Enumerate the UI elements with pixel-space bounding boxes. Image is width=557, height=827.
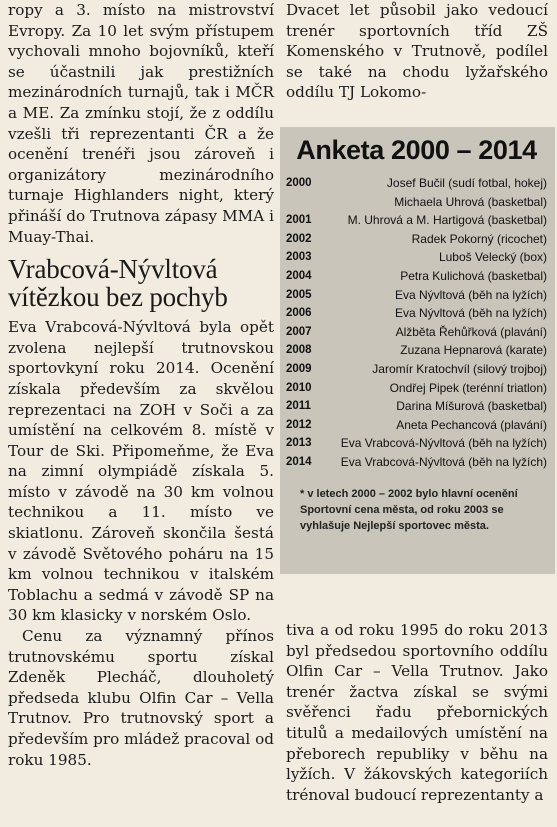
anketa-year: 2011 xyxy=(286,400,311,413)
paragraph-intro: ropy a 3. místo na mistrovství Evropy. Za 10 let svým přístupem vychovali mnoho bojovníků, kteří se účastnili jak prestižních mezinárodních turnajů, tak i MČR a ME. Za zmínku stojí, že z oddílu vzešli tři reprezentanti ČR a že ocenění trenéři jsou zároveň i organizátory mezinárodního turnaje Highlanders night, který přináší do Trutnova zápasy MMA i Muay-Thai. xyxy=(8,1,274,246)
anketa-year: 2013 xyxy=(286,437,312,450)
anketa-winner: Eva Vrabcová-Nývltová (běh na lyžích) xyxy=(340,436,547,451)
anketa-row xyxy=(286,193,547,212)
anketa-year: 2012 xyxy=(286,418,312,431)
anketa-year: 2000 xyxy=(286,177,312,189)
anketa-row xyxy=(286,341,547,360)
anketa-row xyxy=(286,434,547,453)
anketa-year xyxy=(286,193,322,212)
anketa-year: 2001 xyxy=(286,214,312,227)
anketa-year: 2002 xyxy=(286,232,312,245)
left-column xyxy=(8,0,274,770)
anketa-row xyxy=(286,360,547,379)
anketa-winner: Zuzana Hepnarová (karate) xyxy=(400,343,547,358)
anketa-winner: Ondřej Pipek (terénní triatlon) xyxy=(389,380,547,395)
anketa-winner: Luboš Velecký (box) xyxy=(438,250,547,265)
anketa-winner: Alžběta Řehůřková (plavání) xyxy=(395,324,547,339)
anketa-row xyxy=(286,211,547,230)
anketa-row xyxy=(286,416,547,435)
anketa-year: 2005 xyxy=(286,288,312,301)
anketa-winner: Jaromír Kratochvíl (silový trojboj) xyxy=(372,361,547,376)
anketa-winner: Aneta Pechancová (plavání) xyxy=(396,417,547,432)
anketa-year: 2008 xyxy=(286,344,312,357)
anketa-row xyxy=(286,304,547,323)
anketa-winner: Eva Vrabcová-Nývltová (běh na lyžích) xyxy=(340,454,547,469)
anketa-row xyxy=(286,323,547,342)
paragraph-vrabcova: Eva Vrabcová-Nývltová byla opět zvolena nejlepší trutnovskou sportovkyní roku 2014. Ocenění získala především za skvělou reprezentaci na ZOH v Soči a za umístění na celkovém 8. místě v Tour de Ski. Připomeňme, že Eva na zimní olympiádě získala 5. místo v závodě na 30 km volnou technikou a 11. místo ve skiatlonu. Zároveň skončila šestá v závodě Světového poháru na 15 km volnou technikou v italském Toblachu a sedmá v závodě SP na 30 km klasicky v norském Oslo. xyxy=(8,318,274,625)
anketa-row xyxy=(286,453,547,472)
anketa-winner: Josef Bučil (sudí fotbal, hokej) xyxy=(386,176,547,190)
right-column-bottom xyxy=(286,620,548,805)
anketa-row xyxy=(286,174,547,193)
anketa-title: Anketa 2000 – 2014 xyxy=(296,135,537,165)
anketa-year: 2009 xyxy=(286,362,312,375)
paragraph-coach: Dvacet let působil jako vedoucí trenér sportovních tříd ZŠ Komenského v Trutnově, podílel se také na chodu lyžařského oddílu TJ Lokomo- xyxy=(286,1,548,102)
anketa-winner: Michaela Uhrová (basketbal) xyxy=(394,194,547,209)
anketa-year: 2014 xyxy=(286,455,312,468)
anketa-winner: Darina Míšurová (basketbal) xyxy=(396,399,547,414)
anketa-box xyxy=(280,127,555,574)
anketa-row xyxy=(286,379,547,398)
paragraph-olfin: tiva a od roku 1995 do roku 2013 byl předsedou sportovního oddílu Olfin Car – Vella Trutnov. Jako trenér žactva získal se svými svěřenci řadu přebornických titulů a medailových umístění na přeborech republiky v běhu na lyžích. V žákovských kategoriích trénoval budoucí reprezentanty a xyxy=(286,621,548,804)
anketa-row xyxy=(286,230,547,249)
article-headline: Vrabcová-Nývltová vítězkou bez pochyb xyxy=(8,254,228,313)
anketa-winner: Eva Nývltová (běh na lyžích) xyxy=(394,287,547,302)
anketa-year: 2003 xyxy=(286,251,312,264)
anketa-year: 2007 xyxy=(286,325,312,338)
anketa-row xyxy=(286,286,547,305)
anketa-row xyxy=(286,267,547,286)
anketa-year: 2010 xyxy=(286,381,312,394)
anketa-year: 2006 xyxy=(286,307,312,320)
anketa-year: 2004 xyxy=(286,269,312,282)
anketa-winner: M. Uhrová a M. Hartigová (basketbal) xyxy=(347,213,547,228)
anketa-winner: Eva Nývltová (běh na lyžích) xyxy=(394,306,547,321)
paragraph-plechac: Cenu za významný přínos trutnovskému sportu získal Zdeněk Plecháč, dlouholetý předseda klubu Olfin Car – Vella Trutnov. Pro trutnovský sport a především pro mládež pracoval od roku 1985. xyxy=(8,627,274,769)
anketa-row xyxy=(286,397,547,416)
anketa-winner: Petra Kulichová (basketbal) xyxy=(400,268,547,283)
anketa-footnote: * v letech 2000 – 2002 bylo hlavní ocenění Sportovní cena města, od roku 2003 se vyhlašuje Nejlepší sportovec města. xyxy=(300,487,518,532)
anketa-winner: Radek Pokorný (ricochet) xyxy=(411,231,547,246)
anketa-row xyxy=(286,248,547,267)
right-column-top xyxy=(286,0,548,103)
anketa-list xyxy=(286,174,547,472)
